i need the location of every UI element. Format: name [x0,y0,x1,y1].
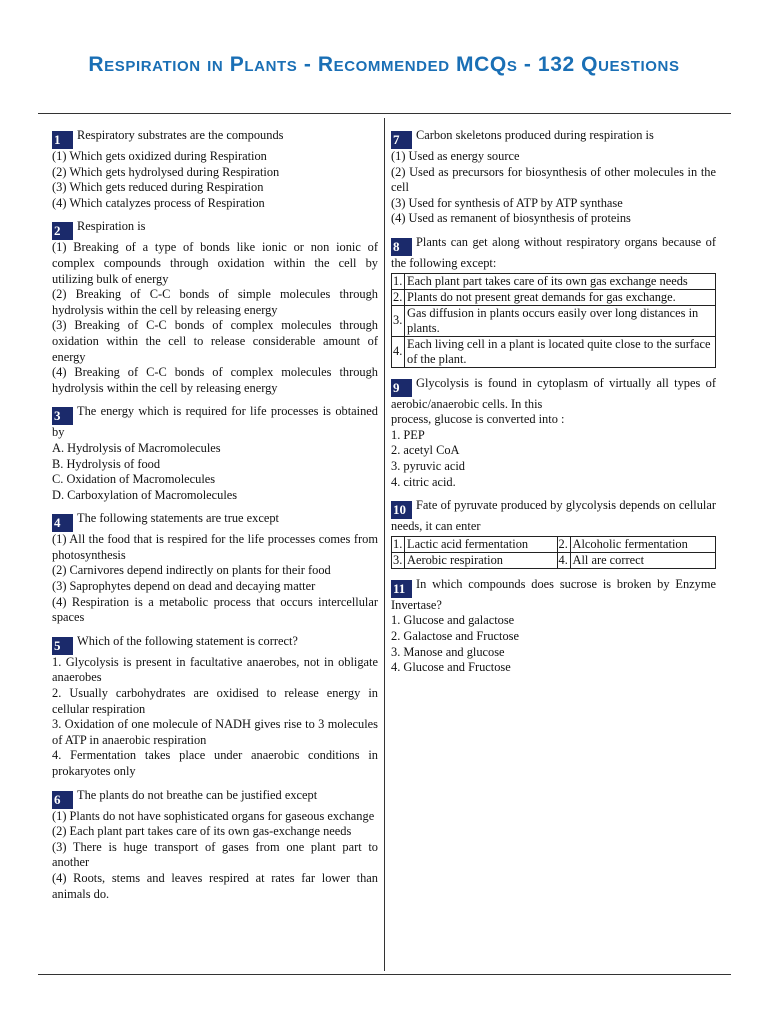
right-column [391,128,716,684]
option-number: 3. [392,305,405,336]
question-number-badge: 8 [391,238,412,256]
column-divider [384,118,385,971]
option: (2) Carnivores depend indirectly on plants for their food [52,563,331,578]
option-number: 4. [557,552,570,568]
question-text-continued: process, glucose is converted into : [391,412,565,427]
question-text: Respiratory substrates are the compounds [77,128,284,142]
table-row [392,273,716,289]
option: (4) Breaking of C-C bonds of complex molecules through hydrolysis within the cell by releasing energy [52,365,378,395]
option: 1. Glucose and galactose [391,613,515,628]
question-number-badge: 7 [391,131,412,149]
question-text: The plants do not breathe can be justified except [77,787,318,802]
option: C. Oxidation of Macromolecules [52,472,216,487]
option-number: 3. [392,552,405,568]
question-text: Which of the following statement is correct? [77,633,298,648]
option: (2) Breaking of C-C bonds of simple molecules through hydrolysis within the cell by releasing energy [52,287,378,317]
question-text: The energy which is required for life processes is obtained by [52,404,378,440]
option: 4. Fermentation takes place under anaerobic conditions in prokaryotes only [52,748,378,778]
option: (2) Used as precursors for biosynthesis of other molecules in the cell [391,164,716,195]
option-text: Each plant part takes care of its own gas exchange needs [405,273,716,289]
question-number-badge: 4 [52,514,73,532]
option: 3. Manose and glucose [391,644,505,659]
option: A. Hydrolysis of Macromolecules [52,440,221,455]
top-divider [38,113,731,114]
option: (4) Which catalyzes process of Respiration [52,195,265,210]
question-text: Respiration is [77,219,146,234]
option: (3) Used for synthesis of ATP by ATP synthase [391,195,623,210]
option-text: Each living cell in a plant is located quite close to the surface of the plant. [405,336,716,367]
question-1 [52,128,378,211]
question-5 [52,634,378,780]
option: (3) Saprophytes depend on dead and decaying matter [52,579,316,594]
question-text: The following statements are true except [77,511,279,526]
question-8 [391,235,716,368]
question-number-badge: 10 [391,501,412,519]
option: (3) Breaking of C-C bonds of complex molecules through oxidation within the cell to release considerable amount of energy [52,318,378,364]
table-row [392,536,716,552]
option-text: Gas diffusion in plants occurs easily over long distances in plants. [405,305,716,336]
option: 2. Galactose and Fructose [391,628,519,643]
table-row [392,336,716,367]
question-text: Glycolysis is found in cytoplasm of virtually all types of aerobic/anaerobic cells. In this [391,375,716,411]
left-column [52,128,378,910]
options-table [391,536,716,569]
question-number-badge: 2 [52,222,73,240]
question-text: Fate of pyruvate produced by glycolysis depends on cellular needs, it can enter [391,498,716,534]
question-11 [391,577,716,676]
option-number: 1. [392,273,405,289]
option: (1) All the food that is respired for the life processes comes from photosynthesis [52,532,378,562]
option: (1) Plants do not have sophisticated organs for gaseous exchange [52,808,375,823]
option: (4) Respiration is a metabolic process that occurs intercellular spaces [52,594,378,625]
option: (4) Roots, stems and leaves respired at rates far lower than animals do. [52,870,378,901]
option: 4. Glucose and Fructose [391,660,511,675]
option-text: Plants do not present great demands for gas exchange. [405,289,716,305]
option: (4) Used as remanent of biosynthesis of proteins [391,211,631,226]
option: 3. Oxidation of one molecule of NADH gives rise to 3 molecules of ATP in anaerobic respiration [52,717,378,747]
question-4 [52,511,378,626]
question-text: Carbon skeletons produced during respiration is [416,128,654,142]
options-table [391,273,716,368]
table-row [392,552,716,568]
question-number-badge: 9 [391,379,412,397]
bottom-divider [38,974,731,975]
option: (2) Each plant part takes care of its own gas-exchange needs [52,824,352,839]
question-number-badge: 3 [52,407,73,425]
option: 1. Glycolysis is present in facultative anaerobes, not in obligate anaerobes [52,654,378,685]
question-number-badge: 1 [52,131,73,149]
option-text: Aerobic respiration [405,552,558,568]
option-text: All are correct [570,552,715,568]
question-7 [391,128,716,227]
page-title: Respiration in Plants - Recommended MCQs - 132 Questions [88,53,680,76]
option: (3) There is huge transport of gases from one plant part to another [52,839,378,870]
option-number: 2. [557,536,570,552]
option-text: Lactic acid fermentation [405,536,558,552]
question-9 [391,376,716,491]
question-number-badge: 11 [391,580,412,598]
question-number-badge: 5 [52,637,73,655]
question-2 [52,219,378,396]
option: 1. PEP [391,427,425,442]
option-number: 1. [392,536,405,552]
option: (2) Which gets hydrolysed during Respiration [52,164,280,179]
option: (1) Which gets oxidized during Respiration [52,149,267,163]
question-number-badge: 6 [52,791,73,809]
option: (1) Breaking of a type of bonds like ionic or non ionic of complex compounds through oxidation within the cell by utilizing bulk of energy [52,240,378,286]
option: (3) Which gets reduced during Respiration [52,180,264,195]
option: B. Hydrolysis of food [52,456,161,471]
question-text: Plants can get along without respiratory organs because of the following except: [391,234,716,270]
option: 2. Usually carbohydrates are oxidised to release energy in cellular respiration [52,686,378,716]
option: D. Carboxylation of Macromolecules [52,487,238,502]
option: (1) Used as energy source [391,149,520,163]
option-text: Alcoholic fermentation [570,536,715,552]
option: 4. citric acid. [391,474,456,489]
question-3 [52,404,378,503]
option: 3. pyruvic acid [391,458,465,473]
option-number: 4. [392,336,405,367]
table-row [392,305,716,336]
table-row [392,289,716,305]
question-6 [52,788,378,903]
question-text: In which compounds does sucrose is broken by Enzyme Invertase? [391,576,716,612]
option-number: 2. [392,289,405,305]
option: 2. acetyl CoA [391,443,460,458]
question-10 [391,498,716,569]
